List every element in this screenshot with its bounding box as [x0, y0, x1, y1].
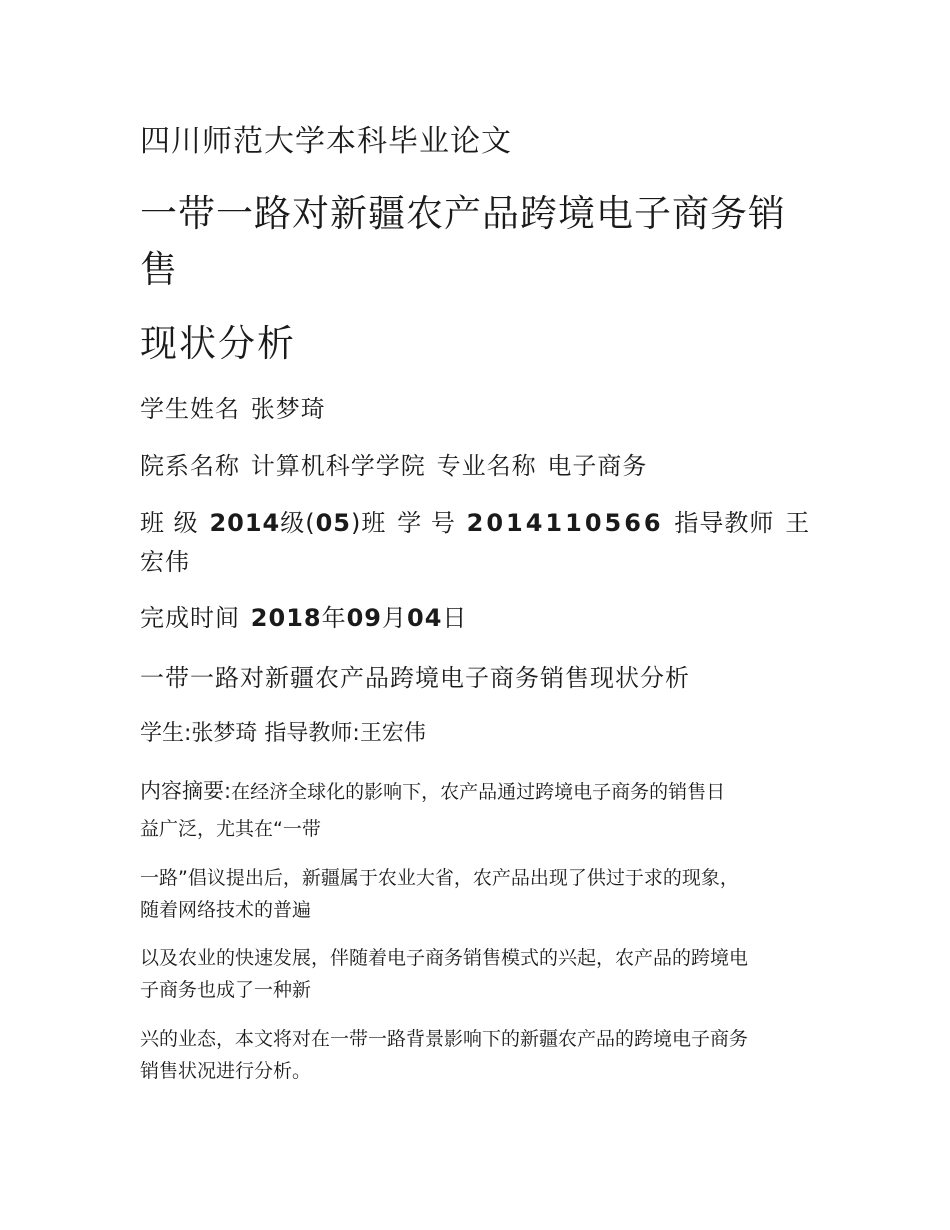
student-name-value: 张梦琦: [250, 395, 326, 423]
thesis-title-line-2: 售: [140, 248, 177, 291]
completion-month-unit: 月: [382, 604, 407, 632]
abstract-label: 内容摘要:: [140, 779, 232, 803]
completion-month: 09: [346, 604, 382, 632]
thesis-title-line-3: 现状分析: [140, 322, 296, 365]
abstract-line-4: 兴的业态，本文将对在一带一路背景影响下的新疆农产品的跨境电子商务: [140, 1028, 749, 1050]
advisor-value-part-1: 王: [785, 509, 811, 537]
abstract-line-3: 以及农业的快速发展，伴随着电子商务销售模式的兴起，农产品的跨境电: [140, 947, 749, 969]
advisor-label: 指导教师: [674, 509, 775, 537]
completion-year: 2018: [250, 604, 322, 632]
thesis-title-line-1: 一带一路对新疆农产品跨境电子商务销: [140, 192, 786, 235]
abstract-line-2b: 随着网络技术的普遍: [140, 899, 312, 921]
class-mid: 级(: [280, 509, 316, 537]
completion-year-unit: 年: [321, 604, 347, 632]
abstract-line-1b: 益广泛，尤其在“一带: [140, 818, 321, 840]
completion-time-line: [140, 601, 812, 635]
major-label: 专业名称: [436, 452, 537, 480]
department-value: 计算机科学学院: [250, 452, 426, 480]
paper-subtitle: 一带一路对新疆农产品跨境电子商务销售现状分析: [140, 664, 690, 692]
abstract-text-1: 在经济全球化的影响下，农产品通过跨境电子商务的销售日: [231, 781, 726, 803]
class-end: )班: [351, 509, 387, 537]
student-id-label: 学 号: [397, 509, 456, 537]
department-label: 院系名称: [140, 452, 240, 480]
major-value: 电子商务: [547, 452, 648, 480]
abstract-line-4b: 销售状况进行分析。: [140, 1060, 312, 1082]
class-info-line: [140, 506, 812, 540]
class-number: 05: [315, 509, 352, 537]
abstract-line-2: 一路”倡议提出后，新疆属于农业大省，农产品出现了供过于求的现象，: [140, 867, 739, 889]
abstract-line-1: [140, 777, 812, 806]
student-id-value: 2014110566: [466, 509, 664, 537]
completion-day-unit: 日: [442, 604, 468, 632]
completion-day: 04: [407, 604, 443, 632]
class-label: 班 级: [140, 509, 199, 537]
student-name-label: 学生姓名: [140, 395, 240, 423]
student-name-line: [140, 392, 812, 426]
department-line: [140, 449, 812, 483]
class-info-line-continued: [140, 545, 812, 579]
abstract-line-3b: 子商务也成了一种新: [140, 979, 312, 1001]
university-heading: 四川师范大学本科毕业论文: [140, 124, 512, 159]
authors-line: 学生:张梦琦 指导教师:王宏伟: [140, 721, 426, 746]
advisor-value-part-2: 宏伟: [140, 548, 190, 576]
completion-label: 完成时间: [140, 604, 240, 632]
class-year: 2014: [209, 509, 281, 537]
